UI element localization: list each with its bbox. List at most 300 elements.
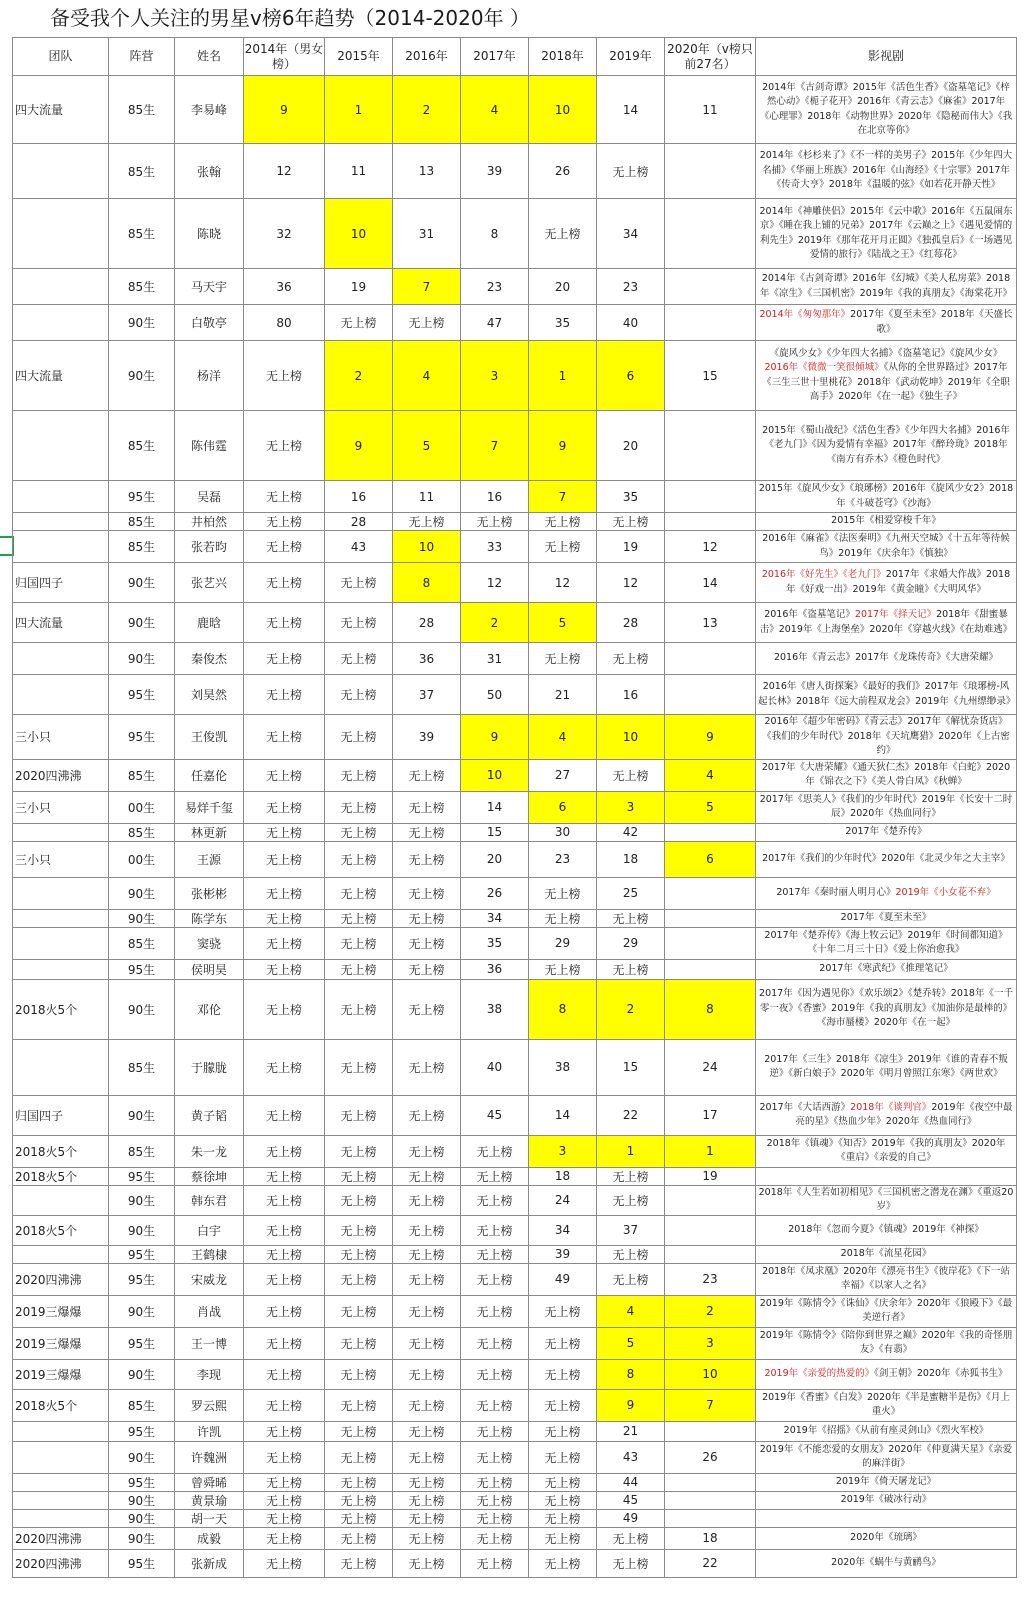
rank-cell-2016: 39 bbox=[393, 715, 461, 760]
team-cell bbox=[13, 269, 109, 305]
team-cell bbox=[13, 877, 109, 909]
rank-cell-2015: 无上榜 bbox=[325, 643, 393, 675]
team-cell bbox=[13, 481, 109, 513]
works-cell bbox=[756, 715, 1017, 760]
table-row bbox=[13, 1327, 1017, 1359]
table-row bbox=[13, 1389, 1017, 1421]
camp-cell: 85生 bbox=[109, 927, 175, 959]
rank-cell-2015: 无上榜 bbox=[325, 877, 393, 909]
rank-cell-2015: 无上榜 bbox=[325, 1473, 393, 1491]
rank-cell-2020 bbox=[665, 877, 756, 909]
works-text: 2019年《招摇》《从前有座灵剑山》《烈火军校》 bbox=[783, 1424, 989, 1436]
rank-cell-2014: 无上榜 bbox=[244, 1039, 325, 1095]
rank-cell-2014: 9 bbox=[244, 76, 325, 144]
name-cell: 任嘉伦 bbox=[175, 759, 244, 791]
rank-cell-2016: 无上榜 bbox=[393, 513, 461, 531]
works-text: 《旋风少女》《少年四大名捕》《盗墓笔记》《旋风少女》 bbox=[769, 347, 1003, 359]
works-text: 2019年《陈情令》《陪你到世界之巅》2020年《我的奇怪朋友》《有翡》 bbox=[759, 1329, 1013, 1355]
works-text: 2017年《大话西游》 bbox=[759, 1101, 851, 1113]
team-cell: 四大流量 bbox=[13, 76, 109, 144]
rank-cell-2020: 4 bbox=[665, 759, 756, 791]
rank-cell-2016: 无上榜 bbox=[393, 877, 461, 909]
rank-cell-2015: 无上榜 bbox=[325, 1491, 393, 1509]
table-row bbox=[13, 823, 1017, 841]
rank-cell-2015: 16 bbox=[325, 481, 393, 513]
camp-cell: 95生 bbox=[109, 481, 175, 513]
rank-cell-2019: 23 bbox=[597, 269, 665, 305]
table-row bbox=[13, 563, 1017, 603]
rank-cell-2017: 无上榜 bbox=[461, 1167, 529, 1185]
camp-cell: 95生 bbox=[109, 1421, 175, 1441]
name-cell: 王一博 bbox=[175, 1327, 244, 1359]
rank-cell-2016: 10 bbox=[393, 531, 461, 563]
rank-cell-2019: 14 bbox=[597, 76, 665, 144]
table-row bbox=[13, 841, 1017, 877]
table-row bbox=[13, 603, 1017, 643]
rank-cell-2016: 无上榜 bbox=[393, 959, 461, 979]
rank-cell-2017: 38 bbox=[461, 979, 529, 1039]
camp-cell: 90生 bbox=[109, 1509, 175, 1527]
rank-cell-2017: 无上榜 bbox=[461, 1441, 529, 1473]
rank-cell-2015: 无上榜 bbox=[325, 1095, 393, 1135]
rank-cell-2018: 9 bbox=[529, 411, 597, 481]
rank-cell-2016: 无上榜 bbox=[393, 1421, 461, 1441]
rank-cell-2014: 无上榜 bbox=[244, 643, 325, 675]
camp-cell: 85生 bbox=[109, 1039, 175, 1095]
rank-cell-2014: 无上榜 bbox=[244, 841, 325, 877]
rank-cell-2017: 4 bbox=[461, 76, 529, 144]
table-row bbox=[13, 1167, 1017, 1185]
camp-cell: 90生 bbox=[109, 1295, 175, 1327]
rank-cell-2020 bbox=[665, 305, 756, 341]
rank-cell-2018: 12 bbox=[529, 563, 597, 603]
team-cell bbox=[13, 675, 109, 715]
rank-cell-2018: 34 bbox=[529, 1215, 597, 1245]
name-cell: 宋威龙 bbox=[175, 1263, 244, 1295]
works-cell bbox=[756, 1135, 1017, 1167]
works-cell bbox=[756, 1295, 1017, 1327]
name-cell: 白敬亭 bbox=[175, 305, 244, 341]
rank-cell-2016: 无上榜 bbox=[393, 791, 461, 823]
rank-cell-2017: 33 bbox=[461, 531, 529, 563]
rank-cell-2019: 无上榜 bbox=[597, 759, 665, 791]
name-cell: 韩东君 bbox=[175, 1185, 244, 1215]
rank-cell-2014: 无上榜 bbox=[244, 1327, 325, 1359]
rank-cell-2017: 3 bbox=[461, 341, 529, 411]
rank-cell-2016: 无上榜 bbox=[393, 1245, 461, 1263]
header-2017: 2017年 bbox=[461, 38, 529, 76]
table-row bbox=[13, 1441, 1017, 1473]
header-2016: 2016年 bbox=[393, 38, 461, 76]
works-text: 2019年《小女花不弃》 bbox=[895, 886, 996, 898]
rank-cell-2020: 10 bbox=[665, 1359, 756, 1389]
rank-cell-2016: 5 bbox=[393, 411, 461, 481]
rank-cell-2017: 无上榜 bbox=[461, 1135, 529, 1167]
camp-cell: 95生 bbox=[109, 1549, 175, 1577]
table-row bbox=[13, 1473, 1017, 1491]
rank-cell-2016: 11 bbox=[393, 481, 461, 513]
rank-cell-2015: 无上榜 bbox=[325, 959, 393, 979]
name-cell: 于朦胧 bbox=[175, 1039, 244, 1095]
name-cell: 许魏洲 bbox=[175, 1441, 244, 1473]
table-row bbox=[13, 76, 1017, 144]
rank-cell-2014: 12 bbox=[244, 144, 325, 199]
rank-cell-2016: 无上榜 bbox=[393, 1039, 461, 1095]
rank-cell-2020: 23 bbox=[665, 1263, 756, 1295]
rank-cell-2016: 2 bbox=[393, 76, 461, 144]
rank-cell-2020: 22 bbox=[665, 1549, 756, 1577]
rank-cell-2020 bbox=[665, 643, 756, 675]
rank-cell-2020: 9 bbox=[665, 715, 756, 760]
table-row bbox=[13, 305, 1017, 341]
rank-cell-2020 bbox=[665, 1421, 756, 1441]
rank-cell-2017: 无上榜 bbox=[461, 1185, 529, 1215]
rank-cell-2019: 2 bbox=[597, 979, 665, 1039]
rank-cell-2017: 无上榜 bbox=[461, 1527, 529, 1549]
rank-cell-2018: 4 bbox=[529, 715, 597, 760]
name-cell: 黄景瑜 bbox=[175, 1491, 244, 1509]
team-cell bbox=[13, 411, 109, 481]
rank-cell-2020 bbox=[665, 909, 756, 927]
rank-cell-2018: 27 bbox=[529, 759, 597, 791]
rank-cell-2019: 16 bbox=[597, 675, 665, 715]
camp-cell: 85生 bbox=[109, 411, 175, 481]
table-row bbox=[13, 1215, 1017, 1245]
rank-cell-2018: 5 bbox=[529, 603, 597, 643]
camp-cell: 90生 bbox=[109, 1527, 175, 1549]
table-row bbox=[13, 1491, 1017, 1509]
rank-cell-2018: 20 bbox=[529, 269, 597, 305]
works-cell bbox=[756, 1185, 1017, 1215]
works-cell bbox=[756, 1359, 1017, 1389]
works-text: 2016年《青云志》2017年《龙珠传奇》《大唐荣耀》 bbox=[773, 652, 999, 664]
rank-cell-2019: 9 bbox=[597, 1389, 665, 1421]
rank-cell-2016: 无上榜 bbox=[393, 1295, 461, 1327]
team-cell: 2018火5个 bbox=[13, 1215, 109, 1245]
name-cell: 吴磊 bbox=[175, 481, 244, 513]
works-cell bbox=[756, 481, 1017, 513]
team-cell: 归国四子 bbox=[13, 563, 109, 603]
works-text: 2018年《甜蜜暴击》2019年《上海堡垒》2020年《穿越火线》《在劫难逃》 bbox=[759, 609, 1013, 635]
rank-cell-2017: 50 bbox=[461, 675, 529, 715]
team-cell bbox=[13, 823, 109, 841]
camp-cell: 85生 bbox=[109, 269, 175, 305]
rank-cell-2015: 无上榜 bbox=[325, 1421, 393, 1441]
works-cell bbox=[756, 1549, 1017, 1577]
rank-cell-2016: 无上榜 bbox=[393, 1389, 461, 1421]
rank-cell-2019: 10 bbox=[597, 715, 665, 760]
team-cell bbox=[13, 305, 109, 341]
camp-cell: 85生 bbox=[109, 199, 175, 269]
team-cell: 2020四沸沸 bbox=[13, 1527, 109, 1549]
camp-cell: 95生 bbox=[109, 1263, 175, 1295]
rank-cell-2019: 25 bbox=[597, 877, 665, 909]
rank-cell-2018: 26 bbox=[529, 144, 597, 199]
rank-cell-2015: 1 bbox=[325, 76, 393, 144]
works-cell bbox=[756, 1389, 1017, 1421]
rank-cell-2019: 20 bbox=[597, 411, 665, 481]
rank-cell-2020 bbox=[665, 1215, 756, 1245]
works-cell bbox=[756, 823, 1017, 841]
rank-cell-2017: 无上榜 bbox=[461, 1509, 529, 1527]
rank-cell-2017: 8 bbox=[461, 199, 529, 269]
works-text: 《从你的全世界路过》2017年《三生三世十里桃花》2018年《武动乾坤》2019年《全职高手》2020年《在一起》《独生子》 bbox=[762, 362, 1010, 402]
rank-cell-2015: 无上榜 bbox=[325, 715, 393, 760]
rank-cell-2014: 无上榜 bbox=[244, 563, 325, 603]
rank-cell-2015: 11 bbox=[325, 144, 393, 199]
rank-cell-2020: 5 bbox=[665, 791, 756, 823]
rank-cell-2019: 无上榜 bbox=[597, 643, 665, 675]
rank-cell-2020: 3 bbox=[665, 1327, 756, 1359]
works-text: 2017年《寒武纪》《推理笔记》 bbox=[819, 962, 953, 974]
rank-cell-2020: 1 bbox=[665, 1135, 756, 1167]
rank-cell-2019: 无上榜 bbox=[597, 1549, 665, 1577]
rank-cell-2014: 无上榜 bbox=[244, 1359, 325, 1389]
rank-cell-2019: 44 bbox=[597, 1473, 665, 1491]
rank-cell-2014: 无上榜 bbox=[244, 341, 325, 411]
rank-cell-2015: 无上榜 bbox=[325, 675, 393, 715]
team-cell bbox=[13, 1509, 109, 1527]
name-cell: 白宇 bbox=[175, 1215, 244, 1245]
rank-cell-2017: 无上榜 bbox=[461, 1295, 529, 1327]
camp-cell: 90生 bbox=[109, 979, 175, 1039]
rank-cell-2016: 无上榜 bbox=[393, 1359, 461, 1389]
works-cell bbox=[756, 643, 1017, 675]
camp-cell: 90生 bbox=[109, 877, 175, 909]
team-cell: 2018火5个 bbox=[13, 1135, 109, 1167]
team-cell: 2019三爆爆 bbox=[13, 1295, 109, 1327]
rank-cell-2020: 13 bbox=[665, 603, 756, 643]
works-text: 2014年《古剑奇谭》2015年《活色生香》《盗墓笔记》《梓然心动》《栀子花开》2016年《青云志》《麻雀》2017年《心理罪》2018年《动物世界》2020年《隐秘而伟大》《我在北京等你》 bbox=[759, 81, 1013, 136]
rank-cell-2019: 5 bbox=[597, 1327, 665, 1359]
rank-cell-2020 bbox=[665, 199, 756, 269]
rank-cell-2014: 无上榜 bbox=[244, 603, 325, 643]
rank-cell-2014: 无上榜 bbox=[244, 1509, 325, 1527]
camp-cell: 85生 bbox=[109, 1135, 175, 1167]
works-cell bbox=[756, 199, 1017, 269]
works-cell bbox=[756, 959, 1017, 979]
table-row bbox=[13, 979, 1017, 1039]
rank-cell-2014: 无上榜 bbox=[244, 481, 325, 513]
rank-cell-2018: 38 bbox=[529, 1039, 597, 1095]
works-text: 2017年《择天记》 bbox=[854, 609, 937, 620]
rank-cell-2015: 无上榜 bbox=[325, 603, 393, 643]
camp-cell: 00生 bbox=[109, 841, 175, 877]
works-text: 2017年《夏至未至》 bbox=[840, 911, 932, 923]
name-cell: 马天宇 bbox=[175, 269, 244, 305]
rank-cell-2014: 无上榜 bbox=[244, 513, 325, 531]
rank-cell-2015: 无上榜 bbox=[325, 1263, 393, 1295]
name-cell: 井柏然 bbox=[175, 513, 244, 531]
works-cell bbox=[756, 1509, 1017, 1527]
rank-cell-2014: 无上榜 bbox=[244, 791, 325, 823]
rank-cell-2020 bbox=[665, 1491, 756, 1509]
name-cell: 鹿晗 bbox=[175, 603, 244, 643]
rank-cell-2020 bbox=[665, 927, 756, 959]
camp-cell: 85生 bbox=[109, 823, 175, 841]
rank-cell-2017: 无上榜 bbox=[461, 1327, 529, 1359]
rank-cell-2019: 1 bbox=[597, 1135, 665, 1167]
rank-cell-2014: 无上榜 bbox=[244, 1491, 325, 1509]
works-cell bbox=[756, 1167, 1017, 1185]
rank-cell-2016: 无上榜 bbox=[393, 759, 461, 791]
camp-cell: 85生 bbox=[109, 513, 175, 531]
works-cell bbox=[756, 1245, 1017, 1263]
works-cell bbox=[756, 603, 1017, 643]
rank-cell-2018: 18 bbox=[529, 1167, 597, 1185]
team-cell bbox=[13, 1491, 109, 1509]
works-cell bbox=[756, 927, 1017, 959]
works-text: 2016年《唐人街探案》《最好的我们》2017年《琅琊榜-风起长林》2018年《远大前程双龙会》2019年《九州缥缈录》 bbox=[758, 681, 1016, 707]
camp-cell: 95生 bbox=[109, 1473, 175, 1491]
rank-cell-2016: 无上榜 bbox=[393, 1263, 461, 1295]
works-text: 2017年《楚乔传》《海上牧云记》2019年《时间都知道》《十年二月三十日》《爱上你治愈我》 bbox=[764, 929, 1008, 955]
camp-cell: 90生 bbox=[109, 1185, 175, 1215]
rank-cell-2015: 无上榜 bbox=[325, 927, 393, 959]
team-cell: 2019三爆爆 bbox=[13, 1359, 109, 1389]
rank-cell-2016: 28 bbox=[393, 603, 461, 643]
rank-cell-2014: 无上榜 bbox=[244, 909, 325, 927]
rank-cell-2014: 无上榜 bbox=[244, 1263, 325, 1295]
team-cell: 2018火5个 bbox=[13, 1389, 109, 1421]
rank-cell-2020: 2 bbox=[665, 1295, 756, 1327]
rank-cell-2018: 35 bbox=[529, 305, 597, 341]
table-row bbox=[13, 909, 1017, 927]
rank-cell-2015: 无上榜 bbox=[325, 563, 393, 603]
rank-cell-2020: 15 bbox=[665, 341, 756, 411]
rank-cell-2015: 无上榜 bbox=[325, 1295, 393, 1327]
rank-cell-2020: 17 bbox=[665, 1095, 756, 1135]
name-cell: 张新成 bbox=[175, 1549, 244, 1577]
team-cell bbox=[13, 1441, 109, 1473]
rank-cell-2014: 无上榜 bbox=[244, 1095, 325, 1135]
rank-cell-2014: 无上榜 bbox=[244, 1215, 325, 1245]
rank-cell-2018: 无上榜 bbox=[529, 1491, 597, 1509]
rank-cell-2018: 49 bbox=[529, 1263, 597, 1295]
rank-cell-2014: 32 bbox=[244, 199, 325, 269]
table-row bbox=[13, 675, 1017, 715]
rank-cell-2019: 无上榜 bbox=[597, 1263, 665, 1295]
table-row bbox=[13, 1549, 1017, 1577]
rank-cell-2014: 80 bbox=[244, 305, 325, 341]
header-row bbox=[13, 38, 1017, 76]
camp-cell: 85生 bbox=[109, 531, 175, 563]
name-cell: 王鹤棣 bbox=[175, 1245, 244, 1263]
rank-cell-2016: 无上榜 bbox=[393, 1473, 461, 1491]
works-cell bbox=[756, 1327, 1017, 1359]
rank-cell-2019: 37 bbox=[597, 1215, 665, 1245]
rank-cell-2019: 无上榜 bbox=[597, 144, 665, 199]
table-row bbox=[13, 1527, 1017, 1549]
rank-cell-2020 bbox=[665, 411, 756, 481]
rank-cell-2016: 7 bbox=[393, 269, 461, 305]
works-cell bbox=[756, 76, 1017, 144]
rank-cell-2020 bbox=[665, 513, 756, 531]
rank-cell-2018: 无上榜 bbox=[529, 1509, 597, 1527]
rank-cell-2020: 24 bbox=[665, 1039, 756, 1095]
rank-cell-2015: 无上榜 bbox=[325, 1441, 393, 1473]
rank-cell-2020 bbox=[665, 823, 756, 841]
ranking-table bbox=[12, 37, 1017, 1578]
rank-cell-2018: 8 bbox=[529, 979, 597, 1039]
works-cell bbox=[756, 341, 1017, 411]
works-text: 2018年《镇魂》《知否》2019年《我的真朋友》2020年《重启》《亲爱的自己》 bbox=[766, 1137, 1006, 1163]
table-row bbox=[13, 144, 1017, 199]
name-cell: 张若昀 bbox=[175, 531, 244, 563]
camp-cell: 95生 bbox=[109, 1167, 175, 1185]
rank-cell-2020 bbox=[665, 481, 756, 513]
table-row bbox=[13, 513, 1017, 531]
rank-cell-2017: 无上榜 bbox=[461, 1245, 529, 1263]
name-cell: 刘昊然 bbox=[175, 675, 244, 715]
rank-cell-2014: 无上榜 bbox=[244, 1295, 325, 1327]
works-cell bbox=[756, 1039, 1017, 1095]
rank-cell-2019: 18 bbox=[597, 841, 665, 877]
rank-cell-2018: 24 bbox=[529, 1185, 597, 1215]
team-cell bbox=[13, 643, 109, 675]
rank-cell-2017: 2 bbox=[461, 603, 529, 643]
works-text: 2019年《香蜜》《白发》2020年《半是蜜糖半是伤》《月上重火》 bbox=[762, 1391, 1010, 1417]
table-row bbox=[13, 959, 1017, 979]
works-text: 2016年《微微一笑很倾城》 bbox=[764, 362, 884, 373]
table-row bbox=[13, 269, 1017, 305]
name-cell: 王俊凯 bbox=[175, 715, 244, 760]
name-cell: 张彬彬 bbox=[175, 877, 244, 909]
rank-cell-2019: 无上榜 bbox=[597, 1245, 665, 1263]
table-row bbox=[13, 1509, 1017, 1527]
rank-cell-2014: 无上榜 bbox=[244, 1527, 325, 1549]
rank-cell-2018: 3 bbox=[529, 1135, 597, 1167]
rank-cell-2014: 无上榜 bbox=[244, 675, 325, 715]
rank-cell-2016: 无上榜 bbox=[393, 1491, 461, 1509]
rank-cell-2018: 无上榜 bbox=[529, 1327, 597, 1359]
rank-cell-2020 bbox=[665, 269, 756, 305]
rank-cell-2015: 无上榜 bbox=[325, 1245, 393, 1263]
rank-cell-2015: 无上榜 bbox=[325, 1359, 393, 1389]
rank-cell-2016: 无上榜 bbox=[393, 909, 461, 927]
table-row bbox=[13, 1421, 1017, 1441]
table-row bbox=[13, 199, 1017, 269]
rank-cell-2019: 43 bbox=[597, 1441, 665, 1473]
rank-cell-2018: 30 bbox=[529, 823, 597, 841]
header-works: 影视剧 bbox=[756, 38, 1017, 76]
rank-cell-2020 bbox=[665, 959, 756, 979]
team-cell: 2020四沸沸 bbox=[13, 1263, 109, 1295]
rank-cell-2016: 无上榜 bbox=[393, 1135, 461, 1167]
header-2015: 2015年 bbox=[325, 38, 393, 76]
rank-cell-2019: 19 bbox=[597, 531, 665, 563]
rank-cell-2019: 15 bbox=[597, 1039, 665, 1095]
name-cell: 曾舜晞 bbox=[175, 1473, 244, 1491]
name-cell: 朱一龙 bbox=[175, 1135, 244, 1167]
rank-cell-2019: 无上榜 bbox=[597, 513, 665, 531]
works-text: 2015年《相爱穿梭千年》 bbox=[831, 515, 941, 527]
rank-cell-2015: 无上榜 bbox=[325, 1509, 393, 1527]
rank-cell-2018: 无上榜 bbox=[529, 1421, 597, 1441]
rank-cell-2014: 无上榜 bbox=[244, 1389, 325, 1421]
camp-cell: 85生 bbox=[109, 144, 175, 199]
name-cell: 秦俊杰 bbox=[175, 643, 244, 675]
works-text: 2016年《麻雀》《法医秦明》《九州天空城》《十五年等待候鸟》2019年《庆余年》《慎独》 bbox=[762, 533, 1010, 559]
name-cell: 陈伟霆 bbox=[175, 411, 244, 481]
rank-cell-2017: 35 bbox=[461, 927, 529, 959]
works-text: 2018年《人生若如初相见》《三国机密之潜龙在渊》《重返20岁》 bbox=[758, 1186, 1014, 1212]
works-text: 2020年《蜗牛与黄鹂鸟》 bbox=[831, 1556, 941, 1568]
team-cell bbox=[13, 927, 109, 959]
team-cell bbox=[13, 144, 109, 199]
camp-cell: 00生 bbox=[109, 791, 175, 823]
rank-cell-2018: 10 bbox=[529, 76, 597, 144]
